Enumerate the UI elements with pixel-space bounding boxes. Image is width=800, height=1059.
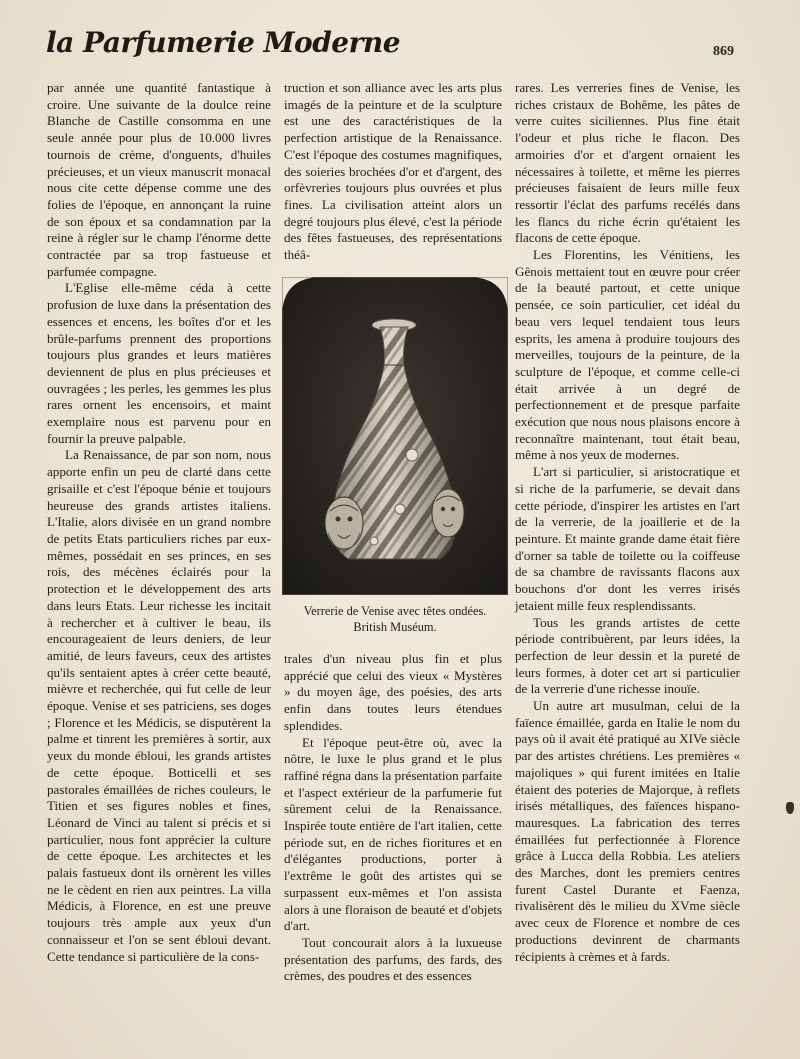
- paragraph: Tous les grands artistes de cette période contribuèrent, par leurs idées, la perfection de leur dessin et la pureté de leurs formes, à doter cet art si particulier de la verrerie d'une richesse inouïe.: [515, 614, 740, 697]
- column-2-top: [284, 80, 502, 264]
- caption-line-2: British Muséum.: [353, 620, 437, 634]
- paragraph: La Renaissance, de par son nom, nous apporte enfin un peu de clarté dans cette grisaille et c'est l'époque bénie et toujours heureuse des grands artistes italiens. L'Italie, alors divisée en un grand nombre de petits Etats particuliers riches par eux-mêmes, possédait en ses princes, en ses rois, des mécènes éclairés pour la protection et le développement des arts dans leurs Etats. Leur richesse les incitait à rechercher et à cultiver le beau, ils encourageaient de leurs deniers, de leur amitié, de leurs faveurs, ceux des artistes qu'ils sentaient aptes à créer cette beauté, mièvre et recherchée, qui fut celle de leur époque. Venise et ses patriciens, ses doges ; Florence et les Médicis, se disputèrent la palme et tinrent les premières à sortir, aux yeux du monde ébloui, les grands artistes de cette époque. Botticelli et ses pastorales émaillées de riches couleurs, le Titien et ses figures nobles et fines, Léonard de Vinci au talent si précis et si particulier, nous font apprécier la culture de cette époque. Les architectes et les palais fastueux dont ils ornèrent les villes ne le cèdent en rien aux peintres. La villa Médicis, à Florence, en est une preuve toujours très ample aux yeux d'un connaisseur et l'on se sent ébloui devant. Cette tendance si particulière de la cons-: [47, 447, 271, 964]
- paragraph: Tout concourait alors à la luxueuse présentation des parfums, des fards, des crèmes, des poudres et des essences: [284, 934, 502, 984]
- column-2-bottom: [284, 651, 502, 985]
- paragraph: L'Eglise elle-même céda à cette profusion de luxe dans la présentation des essences et encens, les boîtes d'or et les brûle-parfums prennent des proportions toujours plus grandes et leurs matières deviennent de plus en plus précieuses et ouvragées ; les perles, les gemmes les plus rares ornent les encensoirs, et maint exemplaire nous est parvenu pour en fournir la preuve palpable.: [47, 280, 271, 446]
- column-1: [47, 80, 271, 965]
- paragraph: Et l'époque peut-être où, avec la nôtre, le luxe le plus grand et le plus raffiné régna dans la présentation parfaite et l'aspect extérieur de la parfumerie fut sûrement celui de la Renaissance. Inspirée toute entière de l'art italien, cette période sut, en de riches fioritures et en d'élégantes productions, porter à l'extrême le goût des artistes qui se surpassent eux-mêmes et l'on assista alors à une floraison de beauté et d'objets d'art.: [284, 734, 502, 934]
- figure-venetian-glass: [282, 277, 508, 595]
- vase-illustration: [282, 277, 508, 595]
- paragraph: par année une quantité fantastique à croire. Une suivante de la doulce reine Blanche de Castille consomma en une seule année pour plus de 10.000 livres tournois de crème, d'onguents, d'huiles précieuses, et un vieux manuscrit monacal nous cite cette dépense comme une des folies de l'époque, en annonçant la ruine de son époux et sa condamnation par la reine à régler sur le champ l'énorme dette contractée par sa trop fastueuse et parfumée compagne.: [47, 80, 271, 279]
- masthead: la Parfumerie Moderne: [46, 26, 401, 59]
- paragraph: truction et son alliance avec les arts plus imagés de la peinture et de la sculpture est une des caractéristiques de la perfection artistique de la Renaissance. C'est l'époque des costumes magnifiques, des soieries brochées d'or et d'argent, des orfèvreries toujours plus ouvrées et plus fines. La civilisation atteint alors un degré toujours plus élevé, c'est la période des fêtes fastueuses, des représentations théâ-: [284, 80, 502, 263]
- figure-caption: [282, 603, 508, 635]
- paragraph: Les Florentins, les Vénitiens, les Gênois mettaient tout en œuvre pour créer de la beauté partout, et cette unique pensée, ce soin particulier, cet idéal du beau vers lequel tendaient tous leurs esprits, les amena à produire toujours des merveilles, toujours de la peinture, de la sculpture de l'époque, et comme celle-ci était arrivée à un degré de perfectionnement et de presque parfaite exécution que nous nous plaisons encore à reconnaître maintenant, tout était beau, même à nos yeux de modernes.: [515, 247, 740, 463]
- right-mask: [432, 489, 464, 537]
- paragraph: trales d'un niveau plus fin et plus apprécié que celui des vieux « Mystères » du moyen âge, des poésies, des arts enfin dans toutes leurs étendues splendides.: [284, 651, 502, 733]
- paragraph: rares. Les verreries fines de Venise, les riches cristaux de Bohême, les pâtes de verre cuites siciliennes. Plus fine était l'odeur et plus riche le flacon. Des armoiries d'or et d'argent ornaient les nécessaires à toilette, et même les pierres précieuses faisaient de leurs mille feux ressortir l'éclat des parfums recélés dans les flancs du riche écrin qu'étaient les flacons de cette époque.: [515, 80, 740, 246]
- page-edge-mark: [786, 802, 794, 814]
- caption-line-1: Verrerie de Venise avec têtes ondées.: [303, 604, 487, 618]
- paragraph: Un autre art musulman, celui de la faïence émaillée, garda en Italie le nom du pays où il avait été pratiqué au XIVe siècle par des artistes chrétiens. Les premières « majoliques » qui furent imitées en Italie étaient des poteries de Majorque, à reflets irisés métalliques, des faïences hispano-mauresques. La fabrication des terres émaillées fut perfectionnée à Florence grâce à Lucca della Robbia. Les ateliers des Marches, dont les premiers centres furent Castel Durante et Faenza, rivalisèrent dès le milieu du XVme siècle avec ceux de Florence et nombre de ces productions devinrent de charmants récipients à crèmes et à fards.: [515, 698, 740, 964]
- page-number: 869: [713, 44, 734, 59]
- paragraph: L'art si particulier, si aristocratique et si riche de la parfumerie, se devait dans cette période, d'inspirer les artistes en l'art de la verrerie, de la joaillerie et de la peinture. Et mainte grande dame était fière d'orner sa table de toilette ou la coiffeuse de sa chambre de ravissants flacons aux bouchons d'or dont les verres irisés jetaient mille feux resplendissants.: [515, 464, 740, 613]
- column-3: [515, 80, 740, 965]
